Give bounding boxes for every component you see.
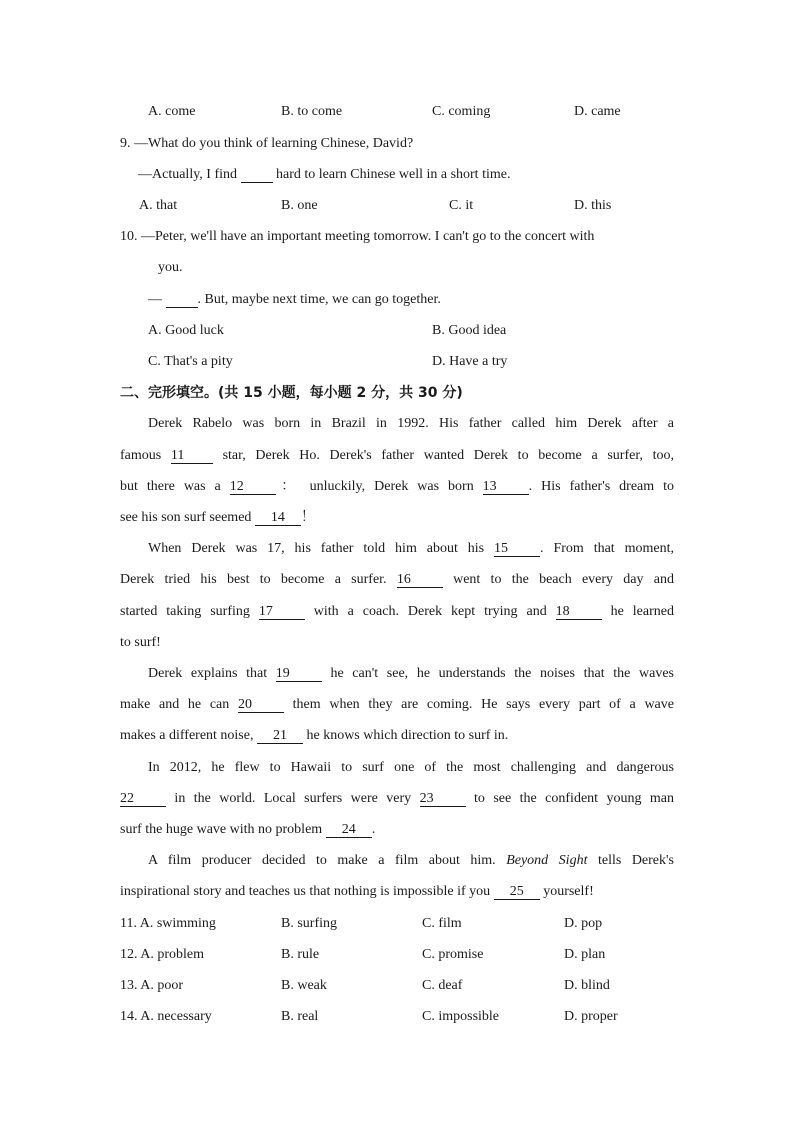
- text-run: in the world. Local surfers were very: [166, 791, 420, 806]
- blank-22: 22: [120, 792, 166, 807]
- blank-13: 13: [483, 480, 529, 495]
- q10-reply-pre: —: [148, 292, 166, 307]
- q10-reply: [148, 291, 441, 309]
- film-title: Beyond Sight: [506, 853, 588, 868]
- q10-option-a: A. Good luck: [148, 323, 224, 338]
- q12-option-c: C. promise: [422, 947, 484, 962]
- passage-p5-line1: [148, 852, 674, 870]
- text-run: . From that moment,: [540, 541, 674, 556]
- text-run: famous: [120, 448, 171, 463]
- text-run: ： unluckily, Derek was born: [275, 479, 483, 494]
- q10-stem-line2: you.: [158, 260, 183, 275]
- q9-stem: 9. —What do you think of learning Chinese, David?: [120, 136, 414, 151]
- q13-option-b: B. weak: [281, 978, 327, 993]
- q14-option-d: D. proper: [564, 1009, 618, 1024]
- blank-17: 17: [259, 605, 305, 620]
- text-run: to see the confident young man: [465, 791, 675, 806]
- text-run: went to the beach every day and: [442, 572, 674, 587]
- q12-option-d: D. plan: [564, 947, 606, 962]
- blank-12: 12: [230, 480, 276, 495]
- passage-p2-line1: [148, 540, 674, 558]
- blank-21: 21: [257, 729, 303, 744]
- q9-reply-pre: —Actually, I find: [138, 167, 241, 182]
- q8-option-b: B. to come: [281, 104, 343, 119]
- q11-option-b: B. surfing: [281, 916, 337, 931]
- q10-stem-line1: 10. —Peter, we'll have an important meeting tomorrow. I can't go to the concert with: [120, 229, 595, 244]
- text-run: Derek tried his best to become a surfer.: [120, 572, 397, 587]
- q11-option-a: 11. A. swimming: [120, 916, 216, 931]
- q10-option-c: C. That's a pity: [148, 354, 233, 369]
- text-run: he learned: [601, 604, 674, 619]
- q13-option-d: D. blind: [564, 978, 610, 993]
- q11-option-c: C. film: [422, 916, 462, 931]
- q10-reply-post: . But, maybe next time, we can go together.: [197, 292, 441, 307]
- blank-18: 18: [556, 605, 602, 620]
- blank-11: 11: [171, 449, 213, 464]
- passage-p2-line2: [120, 571, 674, 589]
- q14-option-c: C. impossible: [422, 1009, 500, 1024]
- passage-p1-line2: [120, 447, 674, 465]
- text-run: inspirational story and teaches us that nothing is impossible if you: [120, 884, 494, 899]
- passage-p3-line2: [120, 696, 674, 714]
- text-run: A film producer decided to make a film about him.: [148, 853, 507, 868]
- q14-option-a: 14. A. necessary: [120, 1009, 212, 1024]
- text-run: with a coach. Derek kept trying and: [304, 604, 556, 619]
- q8-option-c: C. coming: [432, 104, 491, 119]
- text-run: yourself!: [539, 884, 594, 899]
- passage-p1-line4: [120, 509, 315, 527]
- passage-p4-line1: In 2012, he flew to Hawaii to surf one of the most challenging and dangerous: [148, 760, 674, 775]
- passage-p3-line1: [148, 665, 674, 683]
- text-run: makes a different noise,: [120, 728, 257, 743]
- text-run: started taking surfing: [120, 604, 259, 619]
- q12-option-b: B. rule: [281, 947, 320, 962]
- text-run: When Derek was 17, his father told him about his: [148, 541, 495, 556]
- blank-20: 20: [238, 698, 284, 713]
- blank-15: 15: [494, 542, 540, 557]
- q12-option-a: 12. A. problem: [120, 947, 204, 962]
- text-run: . His father's dream to: [528, 479, 674, 494]
- text-run: see his son surf seemed: [120, 510, 255, 525]
- q14-option-b: B. real: [281, 1009, 319, 1024]
- section2-heading: 二、完形填空。(共 15 小题，每小题 2 分，共 30 分): [120, 385, 463, 401]
- blank-23: 23: [420, 792, 466, 807]
- q10-option-d: D. Have a try: [432, 354, 508, 369]
- passage-p1-line1: Derek Rabelo was born in Brazil in 1992. His father called him Derek after a: [148, 416, 674, 431]
- passage-p5-line2: [120, 883, 594, 901]
- q9-reply-post: hard to learn Chinese well in a short time.: [272, 167, 511, 182]
- q9-blank: [241, 168, 273, 183]
- q9-option-a: A. that: [139, 198, 178, 213]
- q9-option-c: C. it: [449, 198, 474, 213]
- text-run: make and he can: [120, 697, 238, 712]
- text-run: he can't see, he understands the noises that the waves: [321, 666, 674, 681]
- q13-option-c: C. deaf: [422, 978, 463, 993]
- blank-19: 19: [276, 667, 322, 682]
- text-run: surf the huge wave with no problem: [120, 822, 326, 837]
- text-run: but there was a: [120, 479, 230, 494]
- text-run: .: [371, 822, 376, 837]
- blank-16: 16: [397, 573, 443, 588]
- q9-reply: [138, 166, 510, 184]
- blank-25: 25: [494, 885, 540, 900]
- passage-p3-line3: [120, 727, 508, 745]
- text-run: Derek explains that: [148, 666, 276, 681]
- q11-option-d: D. pop: [564, 916, 603, 931]
- text-run: he knows which direction to surf in.: [302, 728, 509, 743]
- passage-p2-line4: to surf!: [120, 635, 161, 650]
- passage-p1-line3: [120, 478, 674, 496]
- q10-option-b: B. Good idea: [432, 323, 507, 338]
- q10-blank: [166, 293, 198, 308]
- q9-option-b: B. one: [281, 198, 318, 213]
- q8-option-d: D. came: [574, 104, 621, 119]
- passage-p4-line3: [120, 821, 375, 839]
- text-run: ！: [300, 510, 315, 525]
- passage-p4-line2: [120, 790, 674, 808]
- q13-option-a: 13. A. poor: [120, 978, 183, 993]
- blank-24: 24: [326, 823, 372, 838]
- text-run: star, Derek Ho. Derek's father wanted Derek to become a surfer, too,: [212, 448, 674, 463]
- text-run: tells Derek's: [587, 853, 674, 868]
- passage-p2-line3: [120, 603, 674, 621]
- q9-option-d: D. this: [574, 198, 612, 213]
- text-run: them when they are coming. He says every part of a wave: [283, 697, 674, 712]
- q8-option-a: A. come: [148, 104, 196, 119]
- blank-14: 14: [255, 511, 301, 526]
